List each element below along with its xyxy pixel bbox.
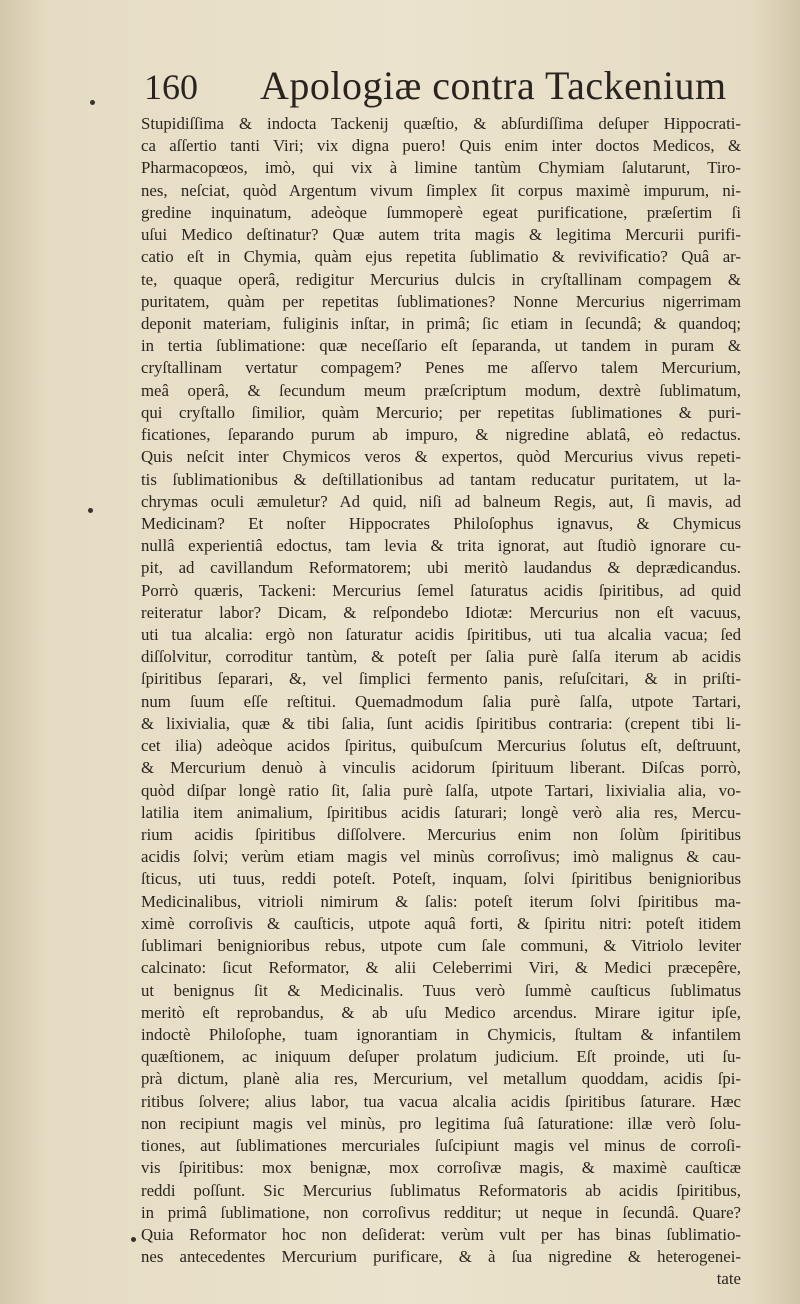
- text-line: meritò eſt reprobandus, & ab uſu Medico arcendus. Mirare igitur ipſe,: [141, 1002, 741, 1022]
- text-line: tiones, aut ſublimationes mercuriales ſuſcipiunt magis vel minus de corroſi-: [141, 1136, 741, 1156]
- catchword: tate: [716, 1269, 741, 1289]
- text-line: cryſtallinam vertatur compagem? Penes me aſſervo talem Mercurium,: [141, 358, 741, 378]
- text-line: nes antecedentes Mercurium purificare, & à ſua nigredine & heterogenei-: [141, 1247, 741, 1267]
- text-line: uſui Medico deſtinatur? Quæ autem trita magis & legitima Mercurii purifi-: [141, 225, 741, 245]
- text-line: cet ilia) adeòque acidos ſpiritus, quibuſcum Mercurius ſolutus eſt, deſtruunt,: [141, 736, 741, 756]
- text-line: ut benignus ſit & Medicinalis. Tuus verò ſummè cauſticus ſublimatus: [141, 980, 741, 1000]
- text-line: tis ſublimationibus & deſtillationibus ad tantam reducatur puritatem, ut la-: [141, 469, 741, 489]
- text-line: puritatem, quàm per repetitas ſublimationes? Nonne Mercurius nigerrimam: [141, 291, 741, 311]
- text-line: in tertia ſublimatione: quæ neceſſario eſt ſeparanda, ut tandem in puram &: [141, 336, 741, 356]
- text-line: rium acidis ſpiritibus diſſolvere. Mercurius enim non ſolùm ſpiritibus: [141, 825, 741, 844]
- text-line: Porrò quæris, Tackeni: Mercurius ſemel ſaturatus acidis ſpiritibus, ad quid: [141, 580, 741, 600]
- text-line: Medicinam? Et noſter Hippocrates Philoſophus ignavus, & Chymicus: [141, 513, 741, 533]
- text-line: Stupidiſſima & indocta Tackenij quæſtio, & abſurdiſſima deſuper Hippocrati-: [141, 114, 741, 133]
- running-title: Apologiæ contra Tackenium: [260, 63, 727, 108]
- text-line: reddi poſſunt. Sic Mercurius ſublimatus Reformatoris ab acidis ſpiritibus,: [141, 1180, 741, 1200]
- text-line: indoctè Philoſophe, tuam ignorantiam in Chymicis, ſtultam & infantilem: [141, 1024, 741, 1044]
- text-line: & lixivialia, quæ & tibi ſalia, ſunt acidis ſpiritibus contraria: (crepent tibi li-: [141, 713, 741, 733]
- text-line: chrymas oculi æmuletur? Ad quid, niſi ad balneum Regis, aut, ſi mavis, ad: [141, 491, 741, 511]
- text-line: uti tua alcalia: ergò non ſaturatur acidis ſpiritibus, uti tua alcalia vacua; ſed: [141, 625, 741, 645]
- text-line: ficationes, ſeparando purum ab impuro, & nigredine ablatâ, eò redactus.: [141, 425, 741, 445]
- text-line: quæſtionem, ac iniquum deſuper prolatum judicium. Eſt proinde, uti ſu-: [141, 1047, 741, 1067]
- text-line: in primâ ſublimatione, non corroſivus redditur; ut neque in ſecundâ. Quare?: [141, 1202, 741, 1222]
- text-line: prà dictum, planè alia res, Mercurium, vel metallum quoddam, acidis ſpi-: [141, 1069, 741, 1089]
- text-line: diſſolvitur, corroditur tantùm, & poteſt per ſalia purè ſalſa iterum ab acidis: [141, 647, 741, 667]
- text-line: & Mercurium denuò à vinculis acidorum ſpirituum liberant. Diſcas porrò,: [141, 758, 741, 778]
- text-line: catio eſt in Chymia, quàm ejus repetita ſublimatio & revivificatio? Quâ ar-: [141, 247, 741, 267]
- text-line: ſticus, uti tuus, reddi poteſt. Poteſt, inquam, ſolvi ſpiritibus benignioribus: [141, 869, 741, 889]
- text-line: Medicinalibus, vitrioli nimirum & ſalis: poteſt iterum ſolvi ſpiritibus ma-: [141, 891, 741, 911]
- text-line: deponit materiam, fuliginis inſtar, in primâ; ſic etiam in ſecundâ; & quandoq;: [141, 313, 741, 333]
- body-text: [141, 113, 741, 1291]
- text-line: ximè corroſivis & cauſticis, utpote aquâ forti, & ſpiritu nitri: poteſt itidem: [141, 913, 741, 933]
- running-head: [140, 62, 727, 112]
- text-line: nes, neſciat, quòd Argentum vivum ſimplex ſit corpus maximè impurum, ni-: [141, 180, 741, 200]
- text-line: acidis ſolvi; verùm etiam magis vel minùs corroſivus; imò malignus & cau-: [141, 847, 741, 867]
- margin-ink-dot: [88, 508, 93, 513]
- text-line: ſublimari benignioribus rebus, utpote cum ſale communi, & Vitriolo leviter: [141, 936, 741, 956]
- text-line: ſpiritibus ſeparari, &, vel ſimplici fermento panis, reſuſcitari, & in priſti-: [141, 669, 741, 689]
- page-number: 160: [144, 67, 198, 107]
- text-line: pit, ad cavillandum Reformatorem; ubi meritò laudandus & deprædicandus.: [141, 558, 741, 578]
- text-line: Quia Reformator hoc non deſiderat: verùm vult per has binas ſublimatio-: [141, 1224, 741, 1244]
- text-line: te, quaque operâ, redigitur Mercurius dulcis in cryſtallinam compagem &: [141, 269, 741, 289]
- text-line: ca aſſertio tanti Viri; vix digna puero! Quis enim inter doctos Medicos, &: [141, 136, 741, 156]
- text-line: qui cryſtallo ſimilior, quàm Mercurio; per repetitas ſublimationes & puri-: [141, 402, 741, 422]
- text-line: reiteratur labor? Dicam, & reſpondebo Idiotæ: Mercurius non eſt vacuus,: [141, 602, 741, 622]
- text-line: latilia item animalium, ſpiritibus acidis ſaturari; longè verò alia res, Mercu-: [141, 802, 741, 822]
- margin-ink-dot: [90, 100, 95, 105]
- text-line: calcinato: ſicut Reformator, & alii Celeberrimi Viri, & Medici præcepêre,: [141, 958, 741, 978]
- text-line: gredine inquinatum, adeòque ſummoperè egeat purificatione, præſertim ſi: [141, 202, 741, 222]
- text-line: non recipiunt magis vel minùs, pro legitima ſuâ ſaturatione: illæ verò ſolu-: [141, 1113, 741, 1133]
- text-line: num ſuum eſſe reſtitui. Quemadmodum ſalia purè ſalſa, utpote Tartari,: [141, 691, 741, 711]
- text-line: Quis neſcit inter Chymicos veros & expertos, quòd Mercurius vivus repeti-: [141, 447, 741, 467]
- text-line: Pharmacopœos, imò, qui vix à limine tantùm Chymiam ſalutarunt, Tiro-: [141, 158, 741, 178]
- text-line: nullâ experientiâ edoctus, tam levia & trita ignorat, aut ſtudiò ignorare cu-: [141, 536, 741, 556]
- text-line: vis ſpiritibus: mox benignæ, mox corroſivæ magis, & maximè cauſticæ: [141, 1158, 741, 1178]
- margin-ink-dot: [131, 1237, 136, 1242]
- text-line: ritibus ſolvere; alius labor, tua vacua alcalia acidis ſpiritibus ſaturare. Hæc: [141, 1091, 741, 1111]
- text-line: meâ operâ, & ſecundum meum præſcriptum modum, dextrè ſublimatum,: [141, 380, 741, 400]
- text-line: quòd diſpar longè ratio ſit, ſalia purè ſalſa, utpote Tartari, lixivialia alia, vo-: [141, 780, 741, 800]
